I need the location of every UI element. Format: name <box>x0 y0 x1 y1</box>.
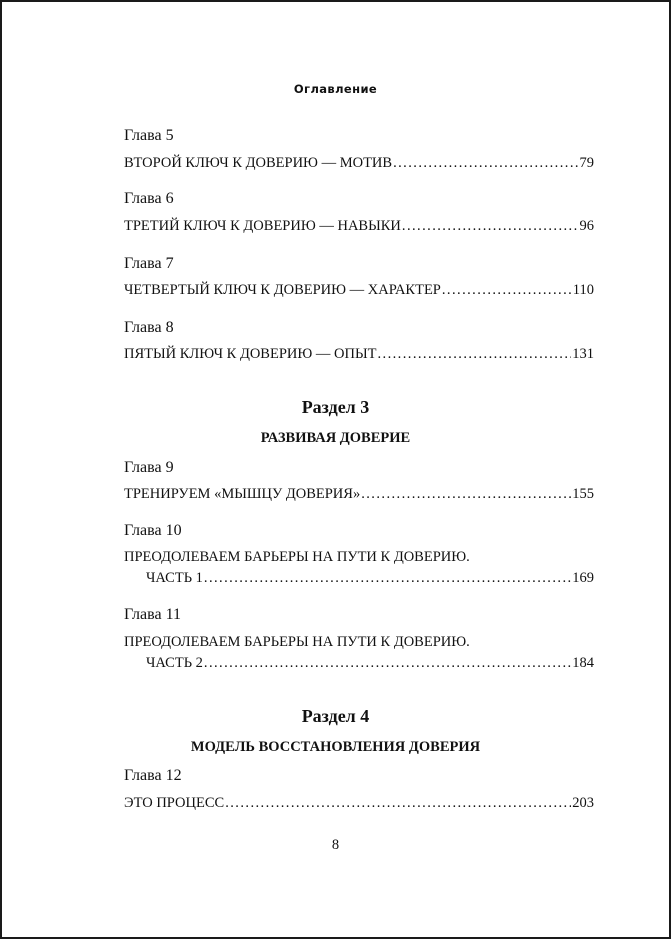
chapter-label: Глава 5 <box>124 127 174 144</box>
section-title: Раздел 4 <box>301 706 370 726</box>
toc-entry-page: 203 <box>572 795 594 811</box>
toc-entry-page: 110 <box>572 282 594 298</box>
toc-entry-title: ПЯТЫЙ КЛЮЧ К ДОВЕРИЮ — ОПЫТ <box>124 346 377 362</box>
dot-leader <box>402 218 579 235</box>
toc-entry-page: 169 <box>572 570 594 586</box>
toc-entry-title: ЭТО ПРОЦЕСС <box>124 795 225 811</box>
section-name: РАЗВИВАЯ ДОВЕРИЕ <box>260 430 411 446</box>
toc-entry-title: ВТОРОЙ КЛЮЧ К ДОВЕРИЮ — МОТИВ <box>124 155 393 171</box>
toc-entry-title: ТРЕНИРУЕМ «МЫШЦУ ДОВЕРИЯ» <box>124 486 361 502</box>
toc-entry <box>124 218 594 235</box>
toc-entry-title-continued: ЧАСТЬ 2 <box>146 655 203 671</box>
toc-entry-page: 155 <box>572 486 594 502</box>
toc-entry <box>124 155 594 172</box>
toc-entry-title: ПРЕОДОЛЕВАЕМ БАРЬЕРЫ НА ПУТИ К ДОВЕРИЮ. <box>124 549 470 565</box>
toc-entry <box>124 486 594 503</box>
section-title: Раздел 3 <box>301 397 370 417</box>
section-name: МОДЕЛЬ ВОССТАНОВЛЕНИЯ ДОВЕРИЯ <box>190 739 481 755</box>
toc-entry-page: 184 <box>572 655 594 671</box>
toc-entry-title: ЧЕТВЕРТЫЙ КЛЮЧ К ДОВЕРИЮ — ХАРАКТЕР <box>124 282 441 298</box>
toc-entry-page: 96 <box>579 218 594 234</box>
toc-entry-title: ТРЕТИЙ КЛЮЧ К ДОВЕРИЮ — НАВЫКИ <box>124 218 401 234</box>
dot-leader <box>393 155 578 172</box>
dot-leader <box>204 655 571 672</box>
toc-entry <box>146 655 594 672</box>
dot-leader <box>225 795 571 812</box>
toc-entry <box>124 282 594 299</box>
dot-leader <box>377 346 571 363</box>
page-header: Оглавление <box>293 82 378 96</box>
chapter-label: Глава 9 <box>124 459 174 476</box>
chapter-label: Глава 10 <box>124 522 182 539</box>
dot-leader <box>361 486 571 503</box>
chapter-label: Глава 6 <box>124 190 174 207</box>
toc-entry-page: 79 <box>579 155 594 171</box>
page-number: 8 <box>331 837 340 853</box>
dot-leader <box>442 282 572 299</box>
toc-entry <box>124 795 594 812</box>
toc-entry <box>146 570 594 587</box>
toc-entry-title: ПРЕОДОЛЕВАЕМ БАРЬЕРЫ НА ПУТИ К ДОВЕРИЮ. <box>124 634 470 650</box>
toc-entry <box>124 346 594 363</box>
dot-leader <box>204 570 571 587</box>
toc-entry-page: 131 <box>572 346 594 362</box>
chapter-label: Глава 11 <box>124 606 181 623</box>
chapter-label: Глава 12 <box>124 767 182 784</box>
chapter-label: Глава 8 <box>124 319 174 336</box>
toc-entry-title-continued: ЧАСТЬ 1 <box>146 570 203 586</box>
chapter-label: Глава 7 <box>124 255 174 272</box>
